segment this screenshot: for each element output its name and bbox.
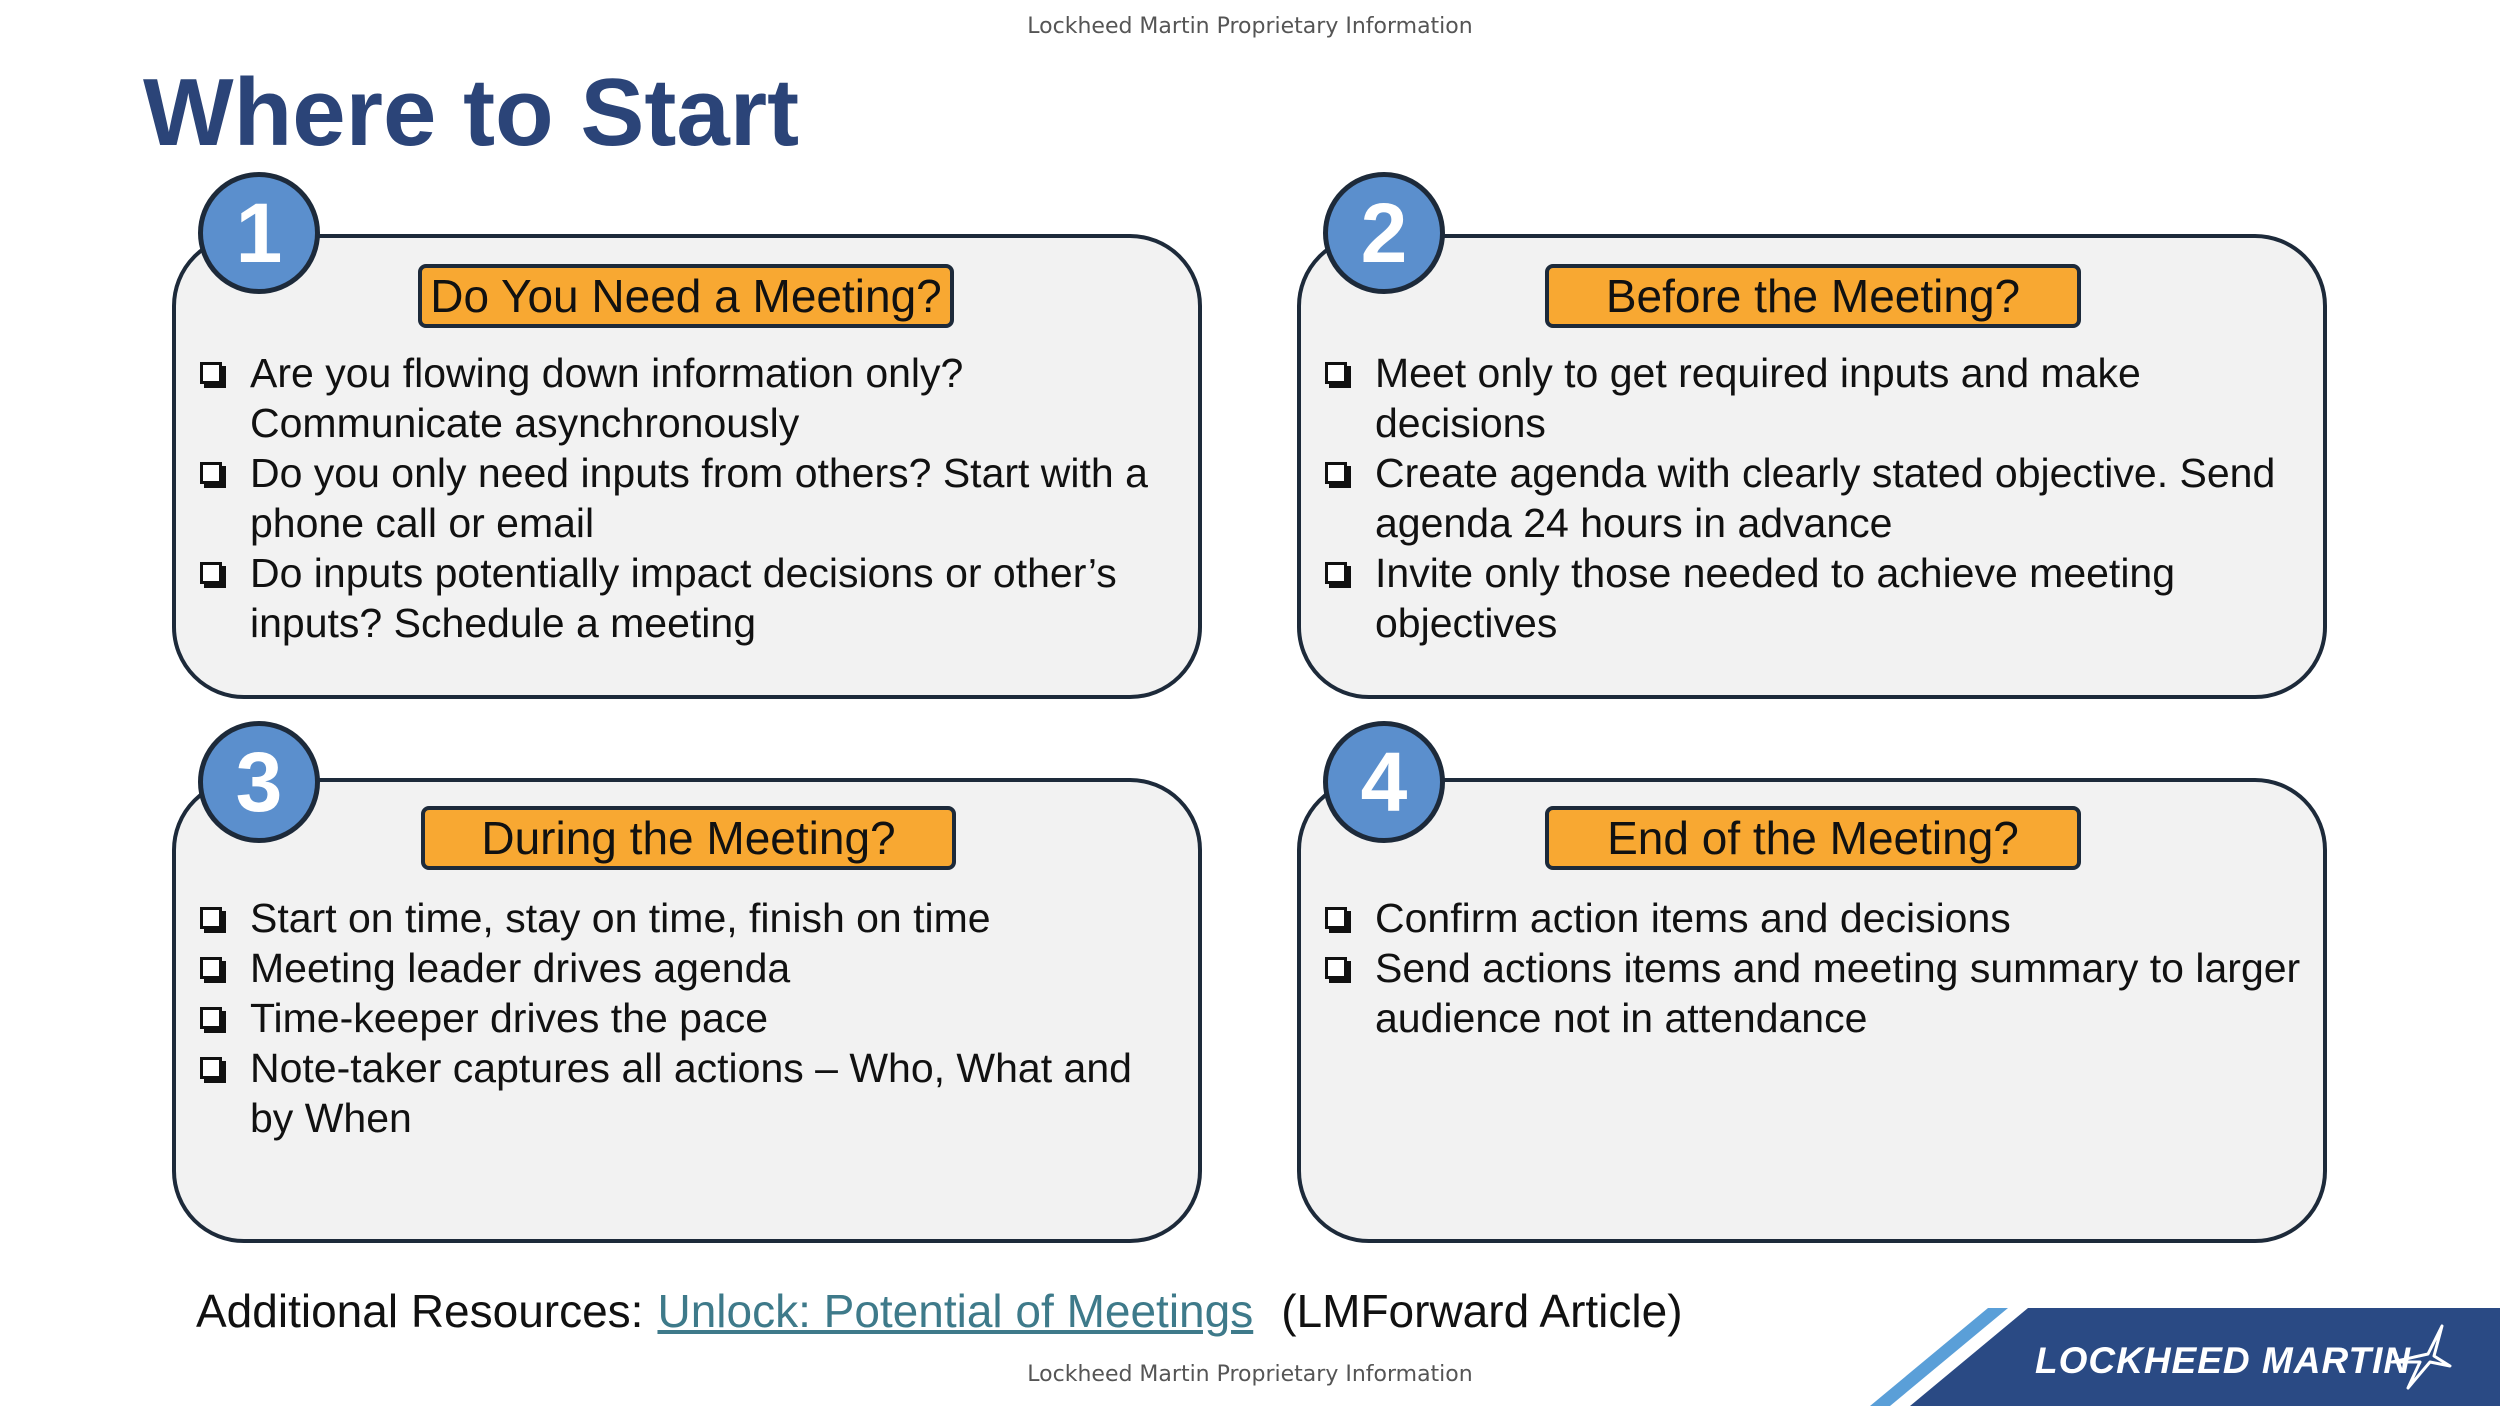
checkbox-icon: [1325, 562, 1347, 584]
page-title: Where to Start: [143, 59, 800, 166]
card-list-1: [196, 348, 1186, 648]
checkbox-icon: [1325, 957, 1347, 979]
list-item: Are you flowing down information only? Communicate asynchronously: [196, 348, 1186, 448]
checkbox-icon: [200, 362, 222, 384]
list-item: Create agenda with clearly stated objective. Send agenda 24 hours in advance: [1321, 448, 2311, 548]
step-badge-4: 4: [1323, 721, 1445, 843]
card-heading-4: End of the Meeting?: [1545, 806, 2081, 870]
card-heading-1: Do You Need a Meeting?: [418, 264, 954, 328]
list-item: Meet only to get required inputs and make decisions: [1321, 348, 2311, 448]
checkbox-icon: [200, 1057, 222, 1079]
logo-wordmark: LOCKHEED MARTIN: [2035, 1340, 2412, 1381]
card-list-4: [1321, 893, 2311, 1043]
list-item: Do you only need inputs from others? Start with a phone call or email: [196, 448, 1186, 548]
step-badge-3: 3: [198, 721, 320, 843]
list-item: Do inputs potentially impact decisions or other’s inputs? Schedule a meeting: [196, 548, 1186, 648]
list-item: Note-taker captures all actions – Who, What and by When: [196, 1043, 1186, 1143]
card-list-2: [1321, 348, 2311, 648]
list-item: Confirm action items and decisions: [1321, 893, 2311, 943]
checkbox-icon: [200, 907, 222, 929]
checkbox-icon: [1325, 462, 1347, 484]
step-badge-2: 2: [1323, 172, 1445, 294]
card-heading-3: During the Meeting?: [421, 806, 956, 870]
list-item: Invite only those needed to achieve meeting objectives: [1321, 548, 2311, 648]
card-heading-2: Before the Meeting?: [1545, 264, 2081, 328]
card-list-3: [196, 893, 1186, 1143]
list-item: Meeting leader drives agenda: [196, 943, 1186, 993]
resources-link[interactable]: Unlock: Potential of Meetings: [657, 1285, 1254, 1337]
footer-proprietary-note: Lockheed Martin Proprietary Information: [1027, 1362, 1473, 1387]
checkbox-icon: [1325, 907, 1347, 929]
header-proprietary-note: Lockheed Martin Proprietary Information: [1027, 14, 1473, 39]
step-badge-1: 1: [198, 172, 320, 294]
checkbox-icon: [200, 462, 222, 484]
checkbox-icon: [200, 562, 222, 584]
checkbox-icon: [1325, 362, 1347, 384]
checkbox-icon: [200, 957, 222, 979]
resources-suffix: (LMForward Article): [1281, 1285, 1683, 1337]
list-item: Start on time, stay on time, finish on time: [196, 893, 1186, 943]
list-item: Send actions items and meeting summary to larger audience not in attendance: [1321, 943, 2311, 1043]
resources-label: Additional Resources:: [196, 1285, 644, 1337]
list-item: Time-keeper drives the pace: [196, 993, 1186, 1043]
additional-resources: [196, 1284, 1683, 1338]
checkbox-icon: [200, 1007, 222, 1029]
